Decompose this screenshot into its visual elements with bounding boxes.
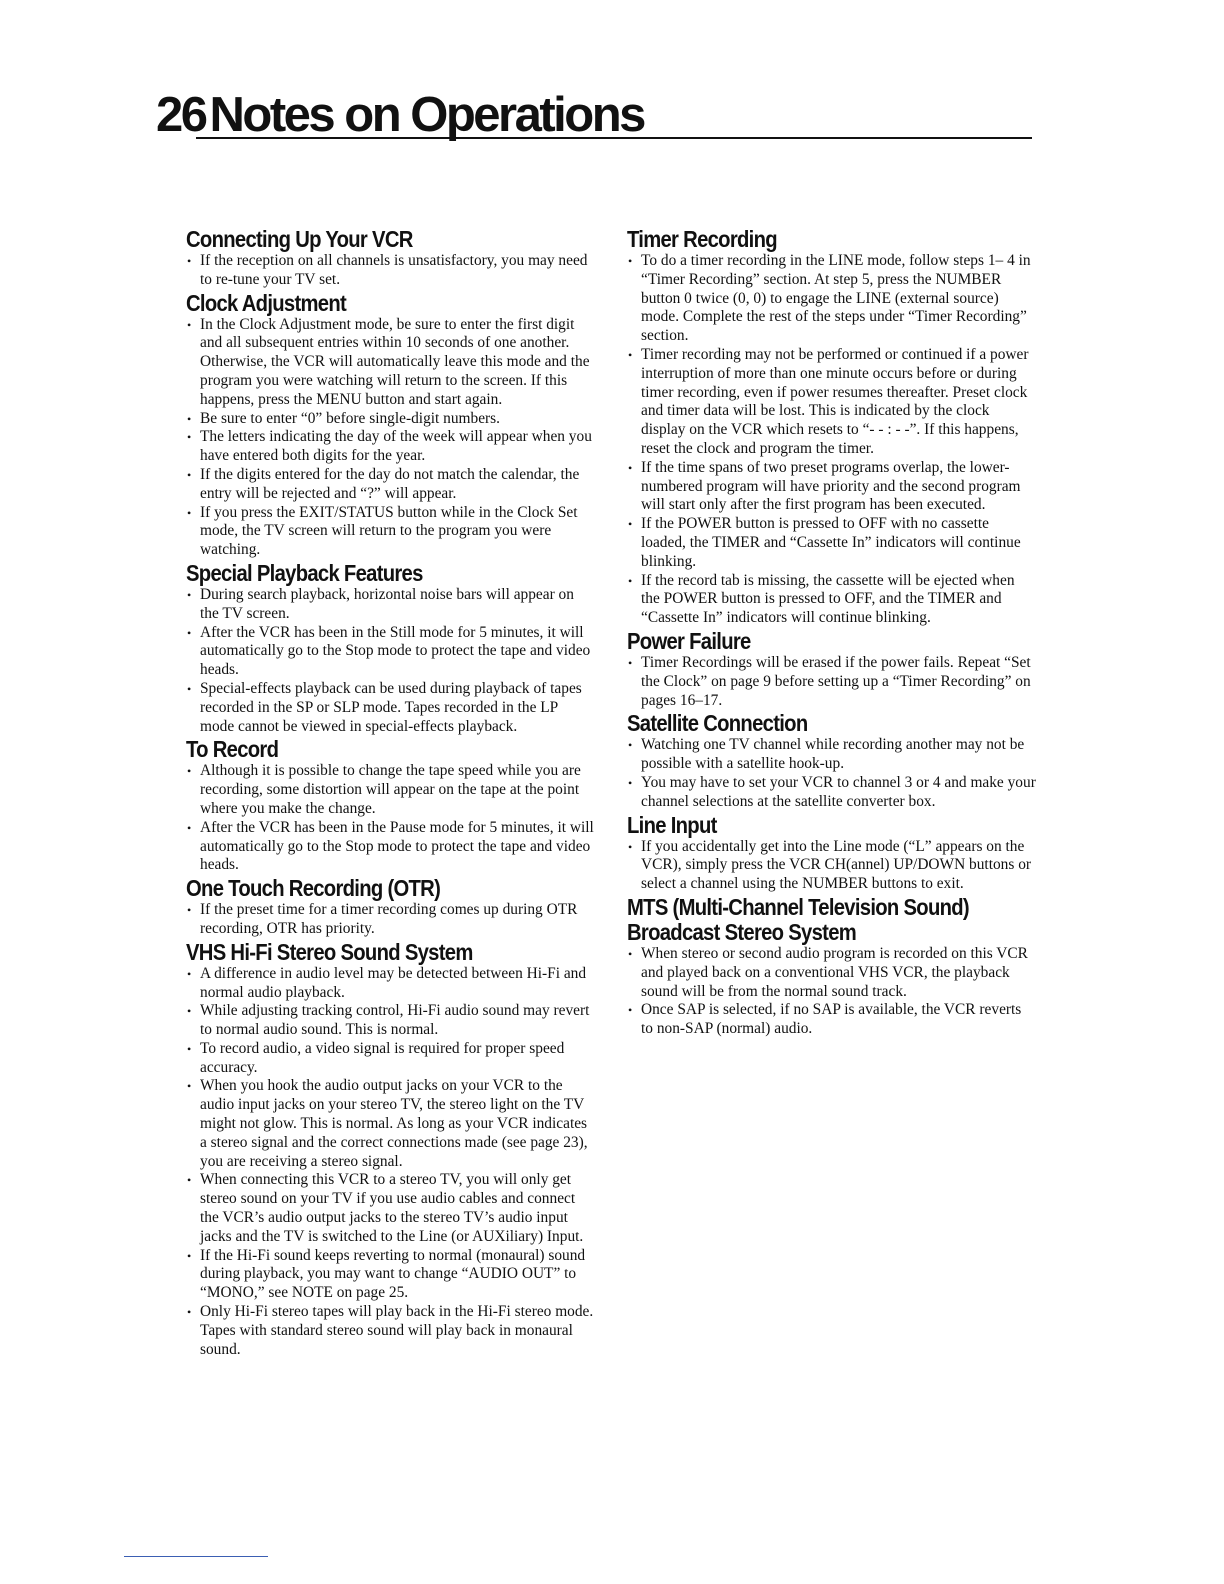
- list-item: • You may have to set your VCR to channel 3 or 4 and make your channel selections at the satellite converter box.: [627, 774, 1037, 812]
- section-otr: [186, 876, 594, 939]
- section-special-playback: [186, 561, 594, 736]
- title-underline: [196, 137, 1032, 139]
- section-heading: Satellite Connection: [627, 710, 808, 737]
- section-timer-recording: [627, 227, 1037, 628]
- section-heading: Special Playback Features: [186, 559, 423, 586]
- section-power-failure: [627, 629, 1037, 710]
- page-number: 26: [156, 88, 206, 142]
- section-connecting-vcr: [186, 227, 594, 290]
- section-to-record: [186, 737, 594, 875]
- bullet-list: [186, 901, 594, 939]
- section-heading: Power Failure: [627, 627, 751, 654]
- list-item: • If the POWER button is pressed to OFF with no cassette loaded, the TIMER and “Cassette In” indicators will continue blinking.: [627, 515, 1037, 571]
- page-title: [156, 88, 1032, 142]
- section-line-input: [627, 813, 1037, 894]
- page-title-text: Notes on Operations: [209, 88, 644, 142]
- section-clock-adjustment: [186, 291, 594, 560]
- section-heading: One Touch Recording (OTR): [186, 875, 441, 902]
- section-heading: Clock Adjustment: [186, 289, 347, 316]
- list-item: • During search playback, horizontal noise bars will appear on the TV screen.: [186, 586, 594, 624]
- list-item: • After the VCR has been in the Still mode for 5 minutes, it will automatically go to the Stop mode to protect the tape and video heads.: [186, 624, 594, 680]
- list-item: • A difference in audio level may be detected between Hi-Fi and normal audio playback.: [186, 965, 594, 1003]
- bullet-list: [627, 736, 1037, 811]
- list-item: • Special-effects playback can be used during playback of tapes recorded in the SP or SLP mode. Tapes recorded in the LP mode cannot be viewed in special-effects playback.: [186, 680, 594, 736]
- list-item: • Watching one TV channel while recording another may not be possible with a satellite hook-up.: [627, 736, 1037, 774]
- section-heading: Line Input: [627, 811, 717, 838]
- section-heading: MTS (Multi-Channel Television Sound): [627, 893, 969, 920]
- page-header: [156, 88, 1032, 150]
- bullet-list: [186, 965, 594, 1360]
- list-item: • If the time spans of two preset programs overlap, the lower-numbered program will have priority and the second program will start only after the first program has been executed.: [627, 459, 1037, 515]
- list-item: • If the digits entered for the day do not match the calendar, the entry will be rejected and “?” will appear.: [186, 466, 594, 504]
- list-item: • To record audio, a video signal is required for proper speed accuracy.: [186, 1040, 594, 1078]
- bullet-list: [627, 945, 1037, 1039]
- list-item: • Be sure to enter “0” before single-digit numbers.: [186, 410, 594, 429]
- footer-rule: [124, 1556, 268, 1557]
- section-satellite-connection: [627, 711, 1037, 811]
- list-item: • If the reception on all channels is unsatisfactory, you may need to re-tune your TV set.: [186, 252, 594, 290]
- bullet-list: [186, 316, 594, 560]
- list-item: • After the VCR has been in the Pause mode for 5 minutes, it will automatically go to the Stop mode to protect the tape and video heads.: [186, 819, 594, 875]
- bullet-list: [627, 654, 1037, 710]
- list-item: • If you press the EXIT/STATUS button while in the Clock Set mode, the TV screen will return to the program you were watching.: [186, 504, 594, 560]
- list-item: • In the Clock Adjustment mode, be sure to enter the first digit and all subsequent entries within 10 seconds of one another. Otherwise, the VCR will automatically leave this mode and the program you were watching will return to the screen. If this happens, press the MENU button and start again.: [186, 316, 594, 410]
- list-item: • The letters indicating the day of the week will appear when you have entered both digits for the year.: [186, 428, 594, 466]
- bullet-list: [186, 586, 594, 736]
- bullet-list: [627, 838, 1037, 894]
- list-item: • Only Hi-Fi stereo tapes will play back in the Hi-Fi stereo mode. Tapes with standard stereo sound will play back in monaural sound.: [186, 1303, 594, 1359]
- left-column: [186, 226, 594, 1359]
- bullet-list: [186, 762, 594, 875]
- section-heading: VHS Hi-Fi Stereo Sound System: [186, 938, 473, 965]
- section-heading: To Record: [186, 736, 279, 763]
- list-item: • If the Hi-Fi sound keeps reverting to normal (monaural) sound during playback, you may want to change “AUDIO OUT” to “MONO,” see NOTE on page 25.: [186, 1247, 594, 1303]
- section-heading: Timer Recording: [627, 226, 777, 252]
- list-item: • When you hook the audio output jacks on your VCR to the audio input jacks on your stereo TV, the stereo light on the TV might not glow. This is normal. As long as your VCR indicates a stereo signal and the correct connections made (see page 23), you are receiving a stereo signal.: [186, 1077, 594, 1171]
- list-item: • When connecting this VCR to a stereo TV, you will only get stereo sound on your TV if you use audio cables and connect the VCR’s audio output jacks to the stereo TV’s audio input jacks and the TV is switched to the Line (or AUXiliary) Input.: [186, 1171, 594, 1246]
- list-item: • If the preset time for a timer recording comes up during OTR recording, OTR has priority.: [186, 901, 594, 939]
- list-item: • To do a timer recording in the LINE mode, follow steps 1– 4 in “Timer Recording” section. At step 5, press the NUMBER button 0 twice (0, 0) to engage the LINE (external source) mode. Complete the rest of the steps under “Timer Recording” section.: [627, 252, 1037, 346]
- list-item: • When stereo or second audio program is recorded on this VCR and played back on a conventional VHS VCR, the playback sound will be from the normal sound track.: [627, 945, 1037, 1001]
- section-heading: Connecting Up Your VCR: [186, 226, 413, 252]
- list-item: • If you accidentally get into the Line mode (“L” appears on the VCR), simply press the VCR CH(annel) UP/DOWN buttons or select a channel using the NUMBER buttons to exit.: [627, 838, 1037, 894]
- list-item: • If the record tab is missing, the cassette will be ejected when the POWER button is pressed to OFF, and the TIMER and “Cassette In” indicators will continue blinking.: [627, 572, 1037, 628]
- section-mts: [627, 895, 1037, 1039]
- bullet-list: [186, 252, 594, 290]
- list-item: • Timer recording may not be performed or continued if a power interruption of more than one minute occurs before or during timer recording, even if power resumes thereafter. Preset clock and timer data will be lost. This is indicated by the clock display on the VCR which resets to “- - : - -”. If this happens, reset the clock and program the timer.: [627, 346, 1037, 459]
- list-item: • Once SAP is selected, if no SAP is available, the VCR reverts to non-SAP (normal) audio.: [627, 1001, 1037, 1039]
- list-item: • Although it is possible to change the tape speed while you are recording, some distortion will appear on the tape at the point where you make the change.: [186, 762, 594, 818]
- section-vhs-hifi: [186, 940, 594, 1360]
- bullet-list: [627, 252, 1037, 628]
- right-column: [627, 226, 1037, 1039]
- list-item: • While adjusting tracking control, Hi-Fi audio sound may revert to normal audio sound. This is normal.: [186, 1002, 594, 1040]
- list-item: • Timer Recordings will be erased if the power fails. Repeat “Set the Clock” on page 9 before setting up a “Timer Recording” on pages 16–17.: [627, 654, 1037, 710]
- section-subheading: Broadcast Stereo System: [627, 918, 857, 945]
